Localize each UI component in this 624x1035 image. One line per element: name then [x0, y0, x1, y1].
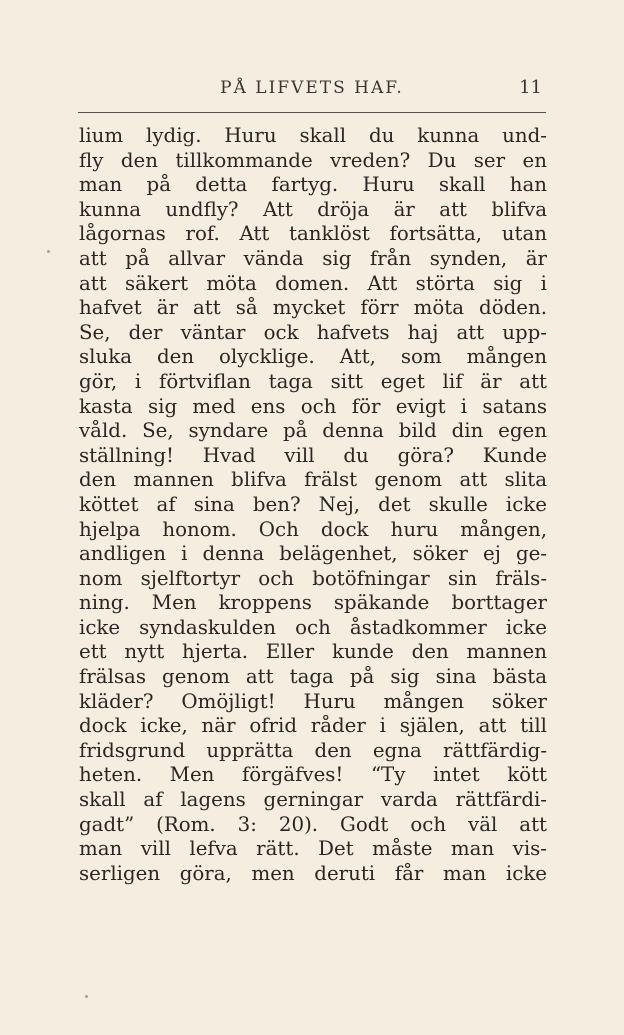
text-line: ning. Men kroppens späkande borttager — [79, 591, 547, 615]
paper-speck — [85, 995, 88, 998]
text-line: kasta sig med ens och för evigt i satans — [79, 394, 547, 418]
text-line: andligen i denna belägenhet, söker ej ge- — [79, 542, 547, 566]
running-title: PÅ LIFVETS HAF. — [220, 78, 404, 98]
text-line: man på detta fartyg. Huru skall han — [79, 173, 547, 197]
text-line: ställning! Hvad vill du göra? Kunde — [79, 443, 547, 467]
text-line: kunna undfly? Att dröja är att blifva — [79, 197, 547, 221]
text-line: fly den tillkommande vreden? Du ser en — [79, 148, 547, 172]
text-line: frälsas genom att taga på sig sina bästa — [79, 665, 547, 689]
text-line: heten. Men förgäfves! “Ty intet kött — [79, 763, 547, 787]
text-line: icke syndaskulden och åstadkommer icke — [79, 615, 547, 639]
running-head — [78, 76, 546, 100]
page-number: 11 — [519, 77, 542, 98]
text-line: hafvet är att så mycket förr möta döden. — [79, 296, 547, 320]
text-line: våld. Se, syndare på denna bild din egen — [79, 419, 547, 443]
body-text — [79, 124, 547, 886]
text-line: dock icke, när ofrid råder i själen, att till — [79, 714, 547, 738]
text-line: skall af lagens gerningar varda rättfärdi- — [79, 788, 547, 812]
header-rule — [78, 112, 546, 113]
text-line: fridsgrund upprätta den egna rättfärdig- — [79, 738, 547, 762]
text-line: serligen göra, men deruti får man icke — [79, 861, 547, 885]
text-line: hjelpa honom. Och dock huru mången, — [79, 517, 547, 541]
text-line: ett nytt hjerta. Eller kunde den mannen — [79, 640, 547, 664]
text-line: sluka den olycklige. Att, som mången — [79, 345, 547, 369]
text-line: att säkert möta domen. Att störta sig i — [79, 271, 547, 295]
text-line: man vill lefva rätt. Det måste man vis- — [79, 837, 547, 861]
text-line: lium lydig. Huru skall du kunna und- — [79, 124, 547, 147]
text-line: kläder? Omöjligt! Huru mången söker — [79, 689, 547, 713]
text-line: nom sjelftortyr och botöfningar sin fräls- — [79, 566, 547, 590]
text-line: den mannen blifva frälst genom att slita — [79, 468, 547, 492]
text-line: Se, der väntar ock hafvets haj att upp- — [79, 320, 547, 344]
text-line: gadt” (Rom. 3: 20). Godt och väl att — [79, 812, 547, 836]
text-line: att på allvar vända sig från synden, är — [79, 246, 547, 270]
text-line: köttet af sina ben? Nej, det skulle icke — [79, 492, 547, 516]
text-line: lågornas rof. Att tanklöst fortsätta, utan — [79, 222, 547, 246]
text-line: gör, i förtviflan taga sitt eget lif är att — [79, 369, 547, 393]
paper-speck — [47, 250, 50, 253]
